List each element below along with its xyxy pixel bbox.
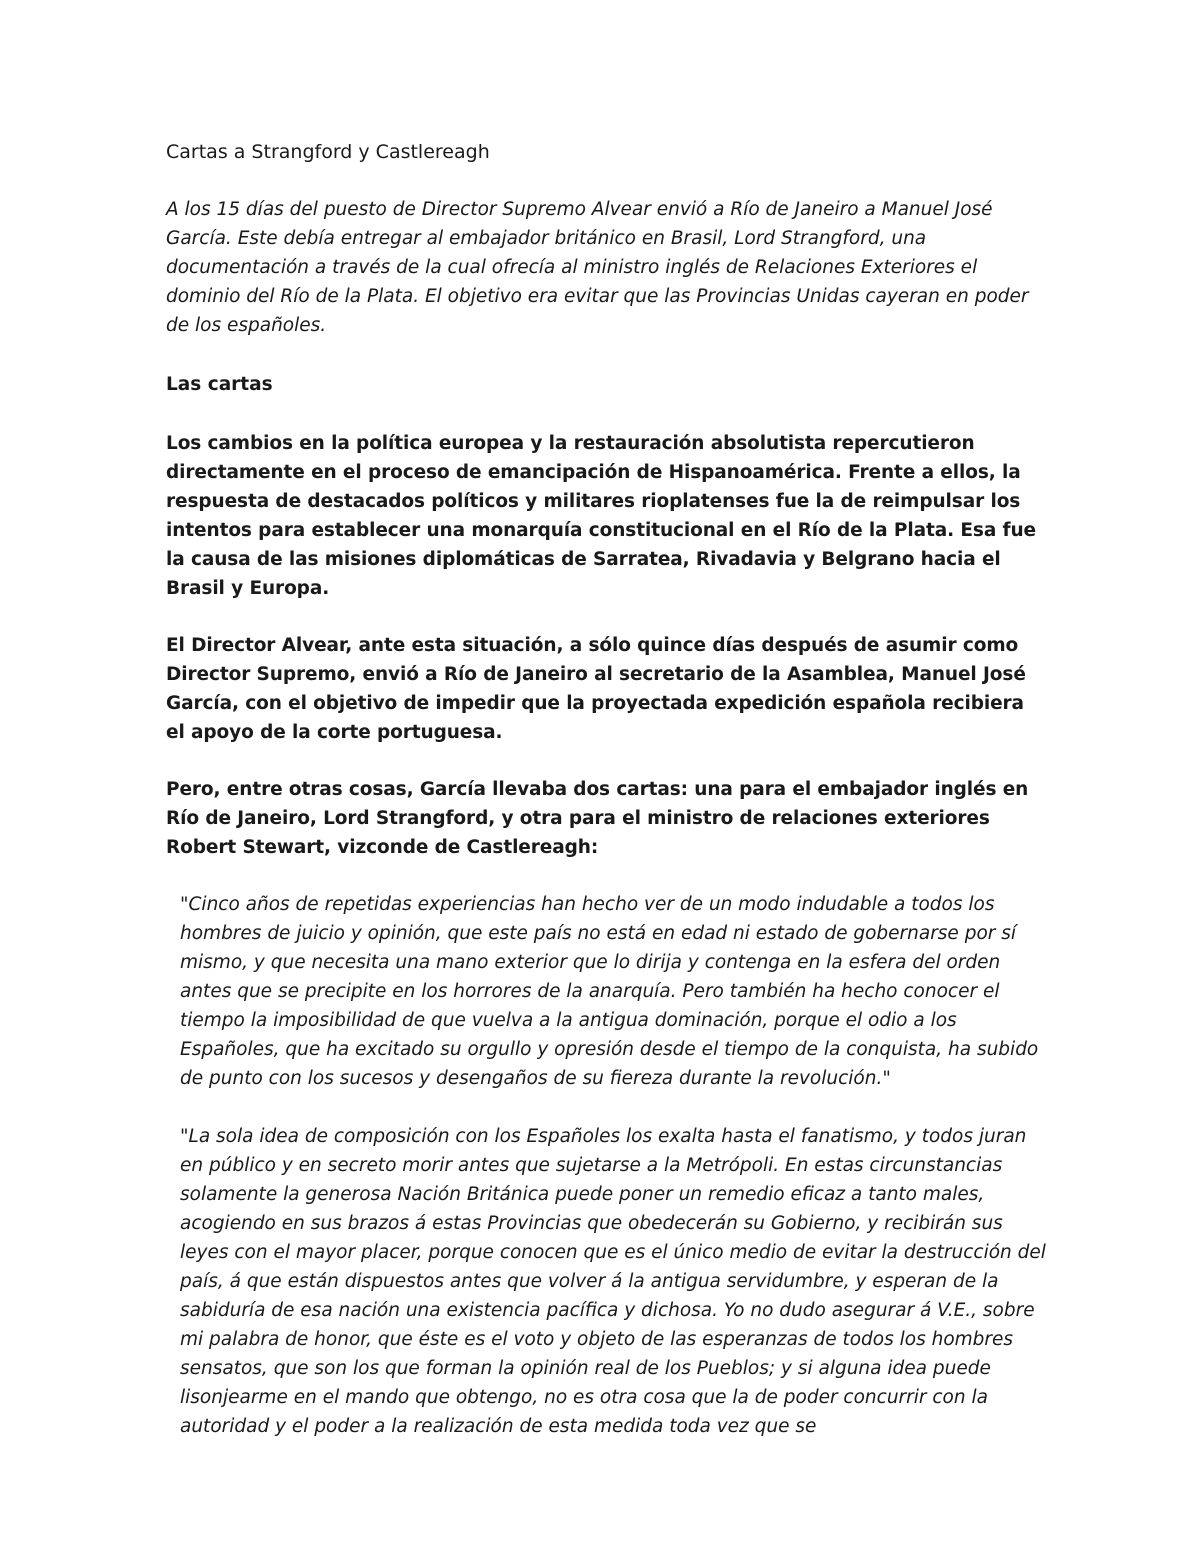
quote-paragraph-2: "La sola idea de composición con los Españoles los exalta hasta el fanatismo, y todos juran en público y en secreto morir antes que sujetarse a la Metrópoli. En estas circunstancias solamente la generosa Nación Británica puede poner un remedio eficaz a tanto males, acogiendo en sus brazos á estas Provincias que obedecerán su Gobierno, y recibirán sus leyes con el mayor placer, porque conocen que es el único medio de evitar la destrucción del país, á que están dispuestos antes que volver á la antigua servidumbre, y esperan de la sabiduría de esa nación una existencia pacífica y dichosa. Yo no dudo asegurar á V.E., sobre mi palabra de honor, que éste es el voto y objeto de las esperanzas de todos los hombres sensatos, que son los que forman la opinión real de los Pueblos; y si alguna idea puede lisonjearme en el mando que obtengo, no es otra cosa que la de poder concurrir con la autoridad y el poder a la realización de esta medida toda vez que se [180, 1126, 1046, 1437]
intro-paragraph: A los 15 días del puesto de Director Supremo Alvear envió a Río de Janeiro a Manuel José García. Este debía entregar al embajador británico en Brasil, Lord Strangford, una documentación a través de la cual ofrecía al ministro inglés de Relaciones Exteriores el dominio del Río de la Plata. El objetivo era evitar que las Provincias Unidas cayeran en poder de los españoles. [166, 199, 1029, 336]
document-title: Cartas a Strangford y Castlereagh [166, 141, 490, 163]
document-body [166, 138, 1046, 1441]
body-paragraph-1: Los cambios en la política europea y la restauración absolutista repercutieron directamente en el proceso de emancipación de Hispanoamérica. Frente a ellos, la respuesta de destacados políticos y militares rioplatenses fue la de reimpulsar los intentos para establecer una monarquía constitucional en el Río de la Plata. Esa fue la causa de las misiones diplomáticas de Sarratea, Rivadavia y Belgrano hacia el Brasil y Europa. [166, 433, 1037, 599]
quote-paragraph-1: "Cinco años de repetidas experiencias han hecho ver de un modo indudable a todos los hombres de juicio y opinión, que este país no está en edad ni estado de gobernarse por sí mismo, y que necesita una mano exterior que lo dirija y contenga en la esfera del orden antes que se precipite en los horrores de la anarquía. Pero también ha hecho conocer el tiempo la imposibilidad de que vuelva a la antigua dominación, porque el odio a los Españoles, que ha excitado su orgullo y opresión desde el tiempo de la conquista, ha subido de punto con los sucesos y desengaños de su fiereza durante la revolución." [180, 894, 1039, 1089]
body-paragraph-2: El Director Alvear, ante esta situación, a sólo quince días después de asumir como Director Supremo, envió a Río de Janeiro al secretario de la Asamblea, Manuel José García, con el objetivo de impedir que la proyectada expedición española recibiera el apoyo de la corte portuguesa. [166, 635, 1026, 743]
section-heading: Las cartas [166, 374, 273, 395]
body-paragraph-3: Pero, entre otras cosas, García llevaba dos cartas: una para el embajador inglés en Río de Janeiro, Lord Strangford, y otra para el ministro de relaciones exteriores Robert Stewart, vizconde de Castlereagh: [166, 779, 1029, 858]
